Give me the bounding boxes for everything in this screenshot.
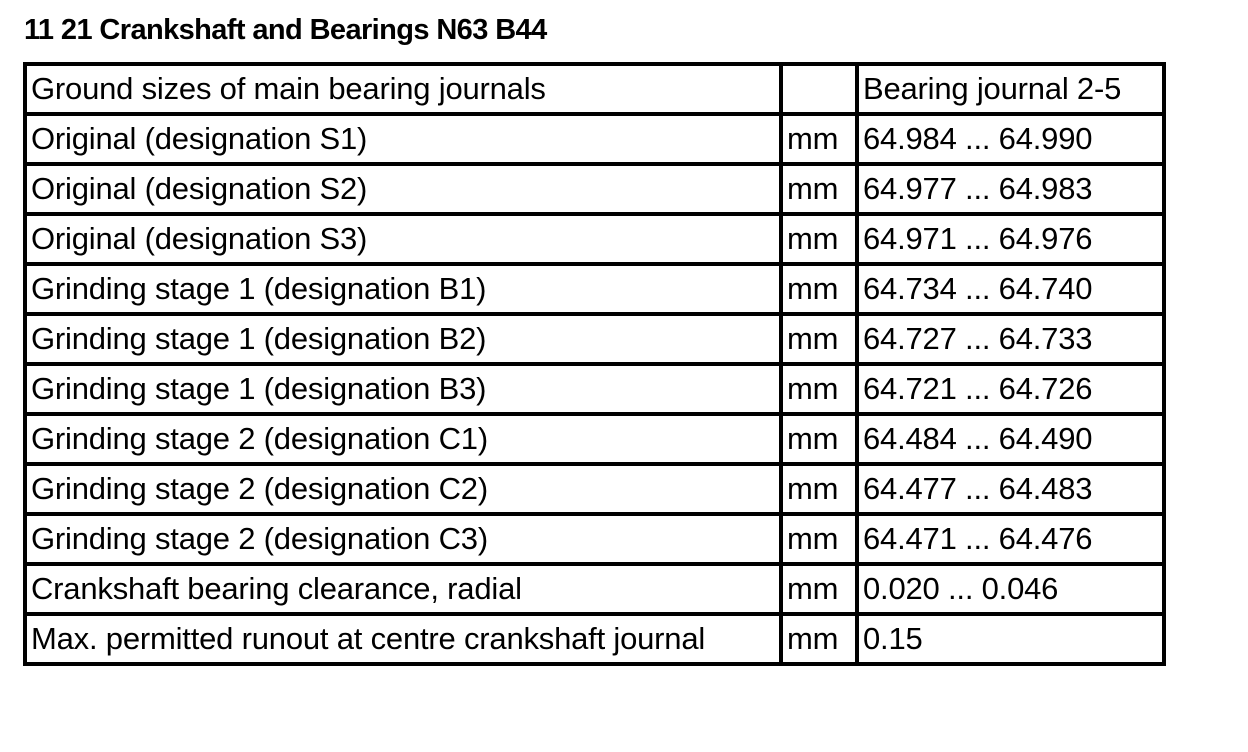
document-title: 11 21 Crankshaft and Bearings N63 B44: [24, 14, 547, 46]
value-cell: 64.727 ... 64.733: [857, 314, 1164, 364]
table-row: [25, 414, 1164, 464]
header-value-cell: Bearing journal 2-5: [857, 64, 1164, 114]
description-cell: Grinding stage 2 (designation C2): [25, 464, 781, 514]
unit-cell: mm: [781, 314, 857, 364]
value-cell: 64.984 ... 64.990: [857, 114, 1164, 164]
header-unit-cell: [781, 64, 857, 114]
value-cell: 64.484 ... 64.490: [857, 414, 1164, 464]
description-cell: Max. permitted runout at centre crankshaft journal: [25, 614, 781, 664]
unit-cell: mm: [781, 614, 857, 664]
unit-cell: mm: [781, 414, 857, 464]
table-row: [25, 614, 1164, 664]
value-cell: 64.971 ... 64.976: [857, 214, 1164, 264]
table-row: [25, 314, 1164, 364]
description-cell: Original (designation S3): [25, 214, 781, 264]
value-cell: 64.721 ... 64.726: [857, 364, 1164, 414]
table-row: [25, 514, 1164, 564]
unit-cell: mm: [781, 264, 857, 314]
header-description-cell: Ground sizes of main bearing journals: [25, 64, 781, 114]
bearing-spec-table: [23, 62, 1166, 666]
description-cell: Crankshaft bearing clearance, radial: [25, 564, 781, 614]
unit-cell: mm: [781, 464, 857, 514]
table-header-row: [25, 64, 1164, 114]
unit-cell: mm: [781, 164, 857, 214]
description-cell: Original (designation S1): [25, 114, 781, 164]
table-row: [25, 264, 1164, 314]
unit-cell: mm: [781, 364, 857, 414]
value-cell: 0.15: [857, 614, 1164, 664]
value-cell: 64.477 ... 64.483: [857, 464, 1164, 514]
description-cell: Grinding stage 2 (designation C3): [25, 514, 781, 564]
description-cell: Grinding stage 1 (designation B3): [25, 364, 781, 414]
table-row: [25, 164, 1164, 214]
unit-cell: mm: [781, 514, 857, 564]
description-cell: Grinding stage 2 (designation C1): [25, 414, 781, 464]
table-row: [25, 364, 1164, 414]
description-cell: Grinding stage 1 (designation B2): [25, 314, 781, 364]
value-cell: 64.977 ... 64.983: [857, 164, 1164, 214]
unit-cell: mm: [781, 114, 857, 164]
table-row: [25, 214, 1164, 264]
value-cell: 64.471 ... 64.476: [857, 514, 1164, 564]
description-cell: Grinding stage 1 (designation B1): [25, 264, 781, 314]
table-row: [25, 564, 1164, 614]
table-row: [25, 464, 1164, 514]
description-cell: Original (designation S2): [25, 164, 781, 214]
value-cell: 0.020 ... 0.046: [857, 564, 1164, 614]
table-row: [25, 114, 1164, 164]
unit-cell: mm: [781, 564, 857, 614]
unit-cell: mm: [781, 214, 857, 264]
value-cell: 64.734 ... 64.740: [857, 264, 1164, 314]
